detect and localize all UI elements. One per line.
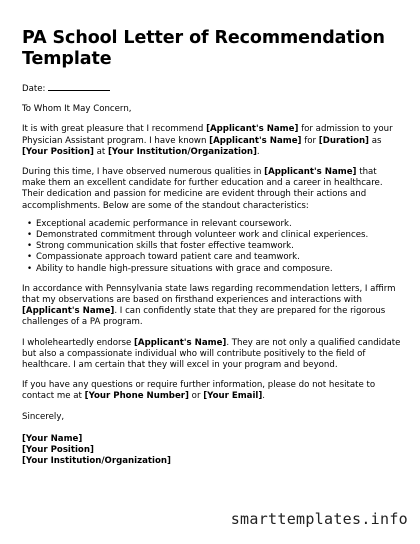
placeholder-institution: [Your Institution/Organization] <box>108 146 257 157</box>
date-blank <box>48 82 110 91</box>
list-item: • Strong communication skills that foster effective teamwork. <box>36 241 402 252</box>
site-watermark: smarttemplates.info <box>230 510 408 528</box>
date-label: Date: <box>22 84 46 94</box>
paragraph-endorsement: I wholeheartedly endorse [Applicant's Name]. They are not only a qualified candidate but also a compassionate individual who will contribute positively to the field of healthcare. I am certain that they will excel in your program and beyond. <box>22 337 401 371</box>
signature-block <box>22 434 402 468</box>
placeholder-applicant-name: [Applicant's Name] <box>22 306 115 317</box>
list-item: • Exceptional academic performance in relevant coursework. <box>36 219 402 230</box>
list-item: • Compassionate approach toward patient care and teamwork. <box>36 252 402 263</box>
placeholder-applicant-name: [Applicant's Name] <box>209 135 302 146</box>
placeholder-applicant-name: [Applicant's Name] <box>264 167 357 178</box>
signature-name: [Your Name] <box>22 433 83 444</box>
list-item: • Ability to handle high-pressure situations with grace and composure. <box>36 264 402 275</box>
placeholder-duration: [Duration] <box>318 135 369 146</box>
placeholder-applicant-name: [Applicant's Name] <box>206 124 299 135</box>
paragraph-intro: It is with great pleasure that I recommend [Applicant's Name] for admission to your Physician Assistant program. I have known [Applicant's Name] for [Duration] as [Your Position] at [Your Institution/Organization]. <box>22 124 393 157</box>
paragraph-affirmation: In accordance with Pennsylvania state laws regarding recommendation letters, I affirm that my observations are based on firsthand experiences and interactions with [Applicant's Name]. I can confidently state that they are prepared for the rigorous challenges of a PA program. <box>22 283 396 328</box>
characteristics-list <box>22 219 402 275</box>
date-line <box>22 82 402 95</box>
signature-institution: [Your Institution/Organization] <box>22 456 171 467</box>
closing: Sincerely, <box>22 411 65 422</box>
paragraph-contact: If you have any questions or require further information, please do not hesitate to contact me at [Your Phone Number] or [Your Email]. <box>22 380 376 402</box>
list-item: • Demonstrated commitment through volunteer work and clinical experiences. <box>36 230 402 241</box>
page-title: PA School Letter of Recommendation Template <box>22 28 385 69</box>
paragraph-qualities: During this time, I have observed numerous qualities in [Applicant's Name] that make them an excellent candidate for further education and a career in healthcare. Their dedication and passion for medicine are evident through their actions and accomplishments. Below are some of the standout characteristics: <box>22 167 383 211</box>
signature-position: [Your Position] <box>22 445 94 456</box>
placeholder-applicant-name: [Applicant's Name] <box>134 337 227 348</box>
salutation: To Whom It May Concern, <box>22 104 132 115</box>
letter-document <box>22 28 402 467</box>
placeholder-your-position: [Your Position] <box>22 146 94 157</box>
placeholder-phone: [Your Phone Number] <box>84 391 189 402</box>
placeholder-email: [Your Email] <box>203 391 263 402</box>
